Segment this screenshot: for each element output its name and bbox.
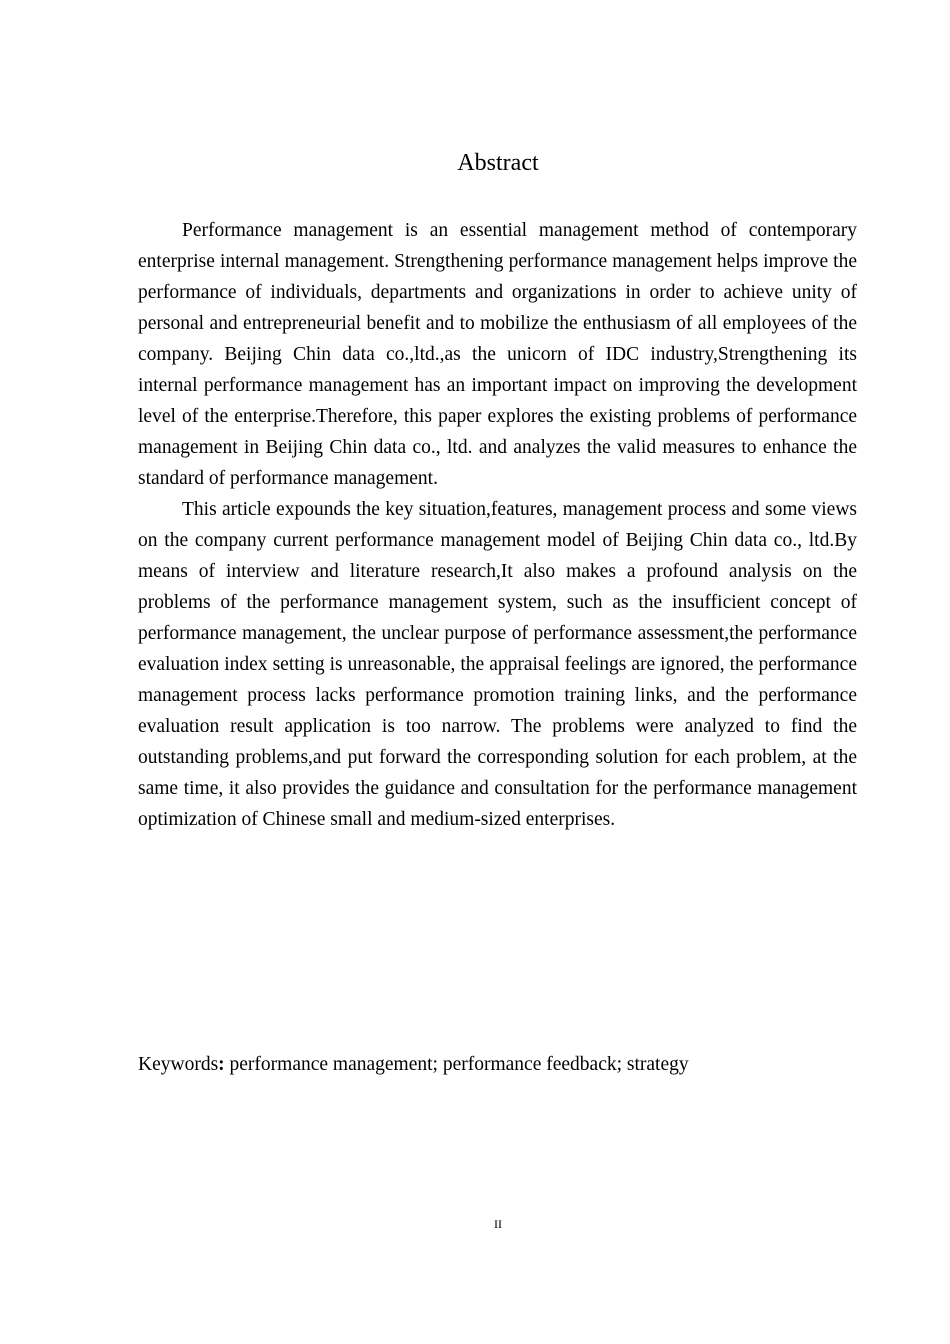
abstract-title: Abstract (457, 150, 539, 176)
keywords-label: Keywords (138, 1054, 219, 1075)
keywords-line (138, 1049, 857, 1080)
abstract-body (138, 215, 857, 835)
keywords-separator: : (218, 1054, 225, 1075)
keywords-text: performance management; performance feedback; strategy (224, 1054, 689, 1075)
abstract-paragraph-2: This article expounds the key situation,features, management process and some views on the company current performance management model of Beijing Chin data co., ltd.By means of interview and literature research,It also makes a profound analysis on the problems of the performance management system, such as the insufficient concept of performance management, the unclear purpose of performance assessment,the performance evaluation index setting is unreasonable, the appraisal feelings are ignored, the performance management process lacks performance promotion training links, and the performance evaluation result application is too narrow. The problems were analyzed to find the outstanding problems,and put forward the corresponding solution for each problem, at the same time, it also provides the guidance and consultation for the performance management optimization of Chinese small and medium-sized enterprises. (138, 499, 857, 830)
abstract-paragraph-1: Performance management is an essential management method of contemporary enterprise internal management. Strengthening performance management helps improve the performance of individuals, departments and organizations in order to achieve unity of personal and entrepreneurial benefit and to mobilize the enthusiasm of all employees of the company. Beijing Chin data co.,ltd.,as the unicorn of IDC industry,Strengthening its internal performance management has an important impact on improving the development level of the enterprise.Therefore, this paper explores the existing problems of performance management in Beijing Chin data co., ltd. and analyzes the valid measures to enhance the standard of performance management. (138, 220, 857, 489)
page-number: II (494, 1217, 502, 1231)
